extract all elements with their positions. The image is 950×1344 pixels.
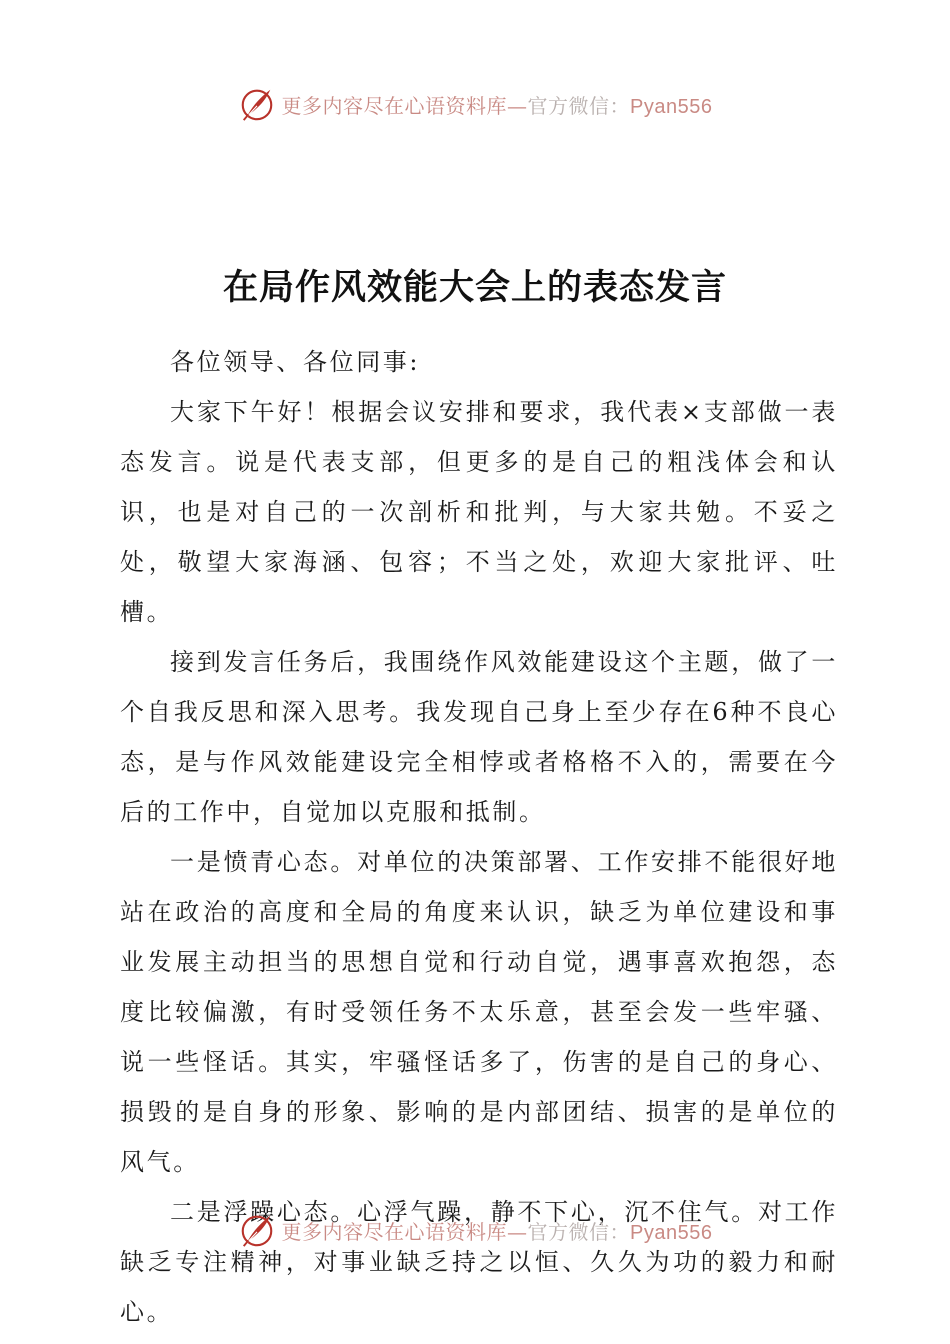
watermark-dash: — — [507, 1219, 528, 1244]
paragraph-point-two: 二是浮躁心态。心浮气躁，静不下心，沉不住气。对工作缺乏专注精神，对事业缺乏持之以恒、久久为功的毅力和耐心。 — [120, 1198, 838, 1326]
watermark-wechat-label: 官方微信： — [527, 1219, 631, 1244]
watermark-brand: 更多内容尽在心语资料库 — [281, 1219, 508, 1244]
watermark-dash: — — [507, 93, 528, 118]
bottom-watermark-banner — [0, 1208, 950, 1252]
watermark-text — [282, 90, 713, 119]
watermark-wechat-id: Pyan556 — [630, 1221, 713, 1244]
watermark-wechat-label: 官方微信： — [527, 93, 631, 118]
paragraph-reflection: 接到发言任务后，我围绕作风效能建设这个主题，做了一个自我反思和深入思考。我发现自己身上至少存在6种不良心态，是与作风效能建设完全相悖或者格格不入的，需要在今后的工作中，自觉加以克服和抵制。 — [120, 648, 838, 826]
watermark-brand: 更多内容尽在心语资料库 — [281, 93, 508, 118]
top-watermark-banner — [0, 82, 950, 126]
document-body — [120, 337, 838, 1337]
watermark-wechat-id: Pyan556 — [630, 95, 713, 118]
document-title: 在局作风效能大会上的表态发言 — [222, 268, 727, 308]
paragraph-salutation: 各位领导、各位同事: — [170, 348, 421, 376]
paragraph-point-one: 一是愤青心态。对单位的决策部署、工作安排不能很好地站在政治的高度和全局的角度来认识，缺乏为单位建设和事业发展主动担当的思想自觉和行动自觉，遇事喜欢抱怨，态度比较偏激，有时受领任务不太乐意，甚至会发一些牢骚、说一些怪话。其实，牢骚怪话多了，伤害的是自己的身心、损毁的是自身的形象、影响的是内部团结、损害的是单位的风气。 — [120, 848, 838, 1176]
paragraph-opening: 大家下午好！根据会议安排和要求，我代表×支部做一表态发言。说是代表支部，但更多的是自己的粗浅体会和认识，也是对自己的一次剖析和批判，与大家共勉。不妥之处，敬望大家海涵、包容；不当之处，欢迎大家批评、吐槽。 — [120, 398, 838, 626]
watermark-text — [282, 1216, 713, 1245]
quill-pen-logo-icon — [238, 85, 276, 123]
quill-pen-logo-icon — [238, 1211, 276, 1249]
